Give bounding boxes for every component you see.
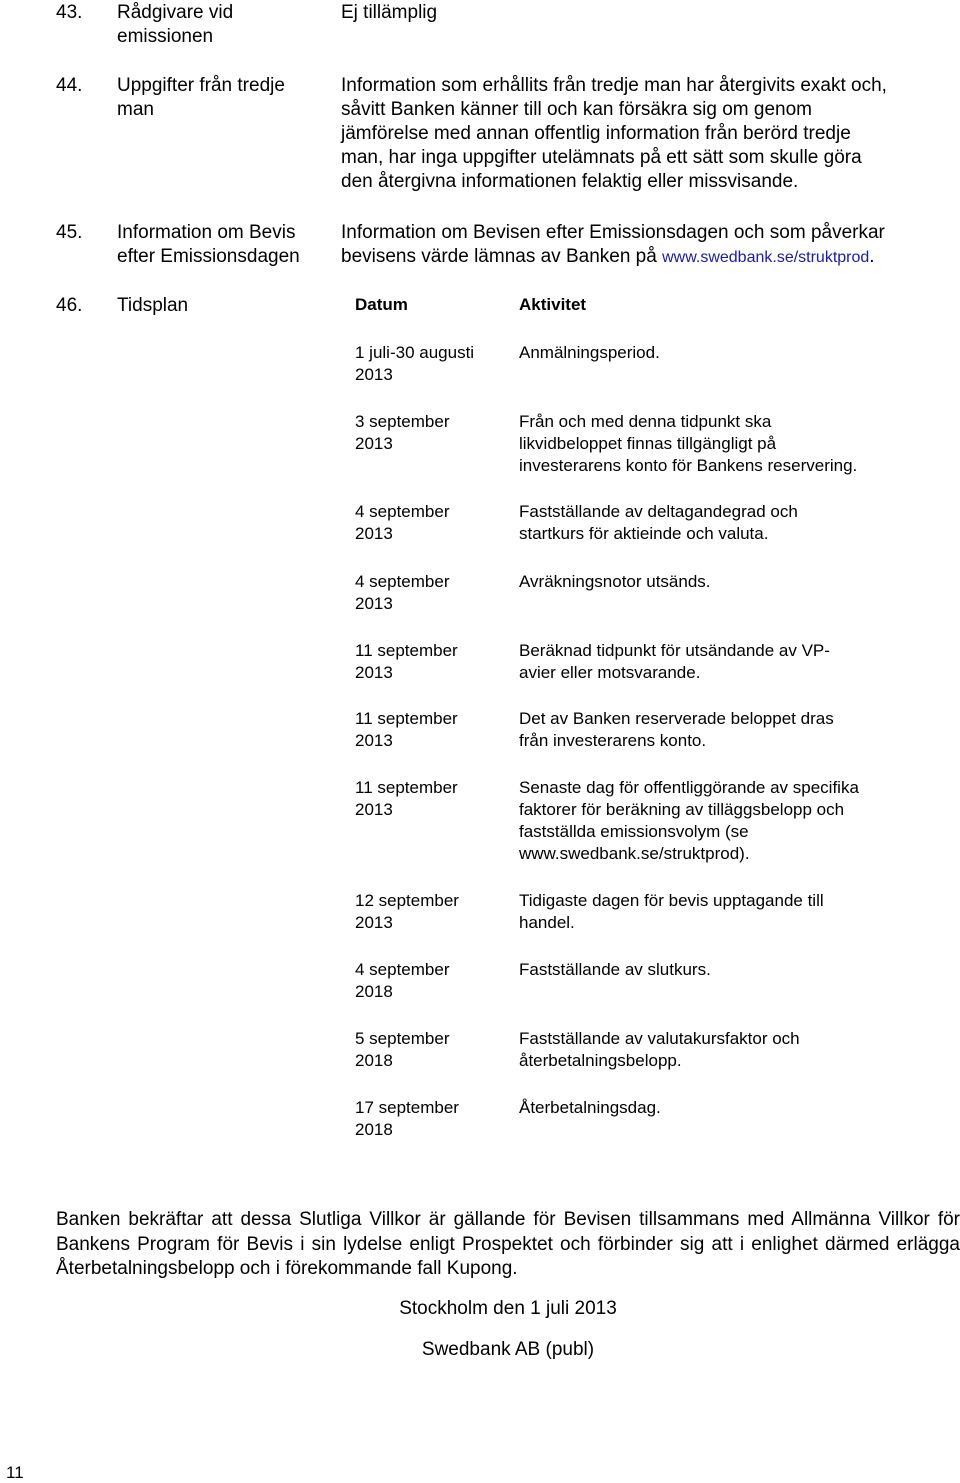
section-label: Tidsplan bbox=[117, 295, 189, 316]
timetable-activity-line: investerarens konto för Bankens reservering. bbox=[519, 456, 858, 475]
section-number: 45. bbox=[56, 222, 83, 243]
timetable-date bbox=[355, 1097, 505, 1141]
timetable-activity bbox=[519, 1097, 919, 1119]
timetable-date-line: 4 september bbox=[355, 572, 450, 591]
timetable-date-line: 2013 bbox=[355, 731, 393, 750]
section-label-line: efter Emissionsdagen bbox=[117, 246, 300, 267]
timetable-activity-line: Tidigaste dagen för bevis upptagande till bbox=[519, 891, 824, 910]
timetable-date-line: 2013 bbox=[355, 524, 393, 543]
timetable-date bbox=[355, 708, 505, 752]
place-date: Stockholm den 1 juli 2013 bbox=[399, 1298, 617, 1319]
timetable-activity bbox=[519, 342, 919, 364]
section-content-line: jämförelse med annan offentlig information från berörd tredje bbox=[341, 123, 851, 144]
timetable-date-line: 5 september bbox=[355, 1029, 450, 1048]
timetable-date-line: 3 september bbox=[355, 412, 450, 431]
section-label-line: Uppgifter från tredje bbox=[117, 75, 285, 96]
section-content-line bbox=[341, 245, 956, 270]
timetable-date bbox=[355, 890, 505, 934]
timetable-activity-line: Fastställande av slutkurs. bbox=[519, 960, 711, 979]
timetable-date-line: 11 september bbox=[355, 641, 458, 660]
section-content-line: såvitt Banken känner till och kan försäkra sig om genom bbox=[341, 99, 813, 120]
section-label bbox=[117, 221, 332, 269]
timetable-activity-line: Beräknad tidpunkt för utsändande av VP- bbox=[519, 641, 830, 660]
timetable-activity-line: Det av Banken reserverade beloppet dras bbox=[519, 709, 834, 728]
timetable-date-line: 1 juli-30 augusti bbox=[355, 343, 475, 362]
timetable-activity-line: startkurs för aktieinde och valuta. bbox=[519, 524, 769, 543]
timetable-date bbox=[355, 342, 505, 386]
signatory: Swedbank AB (publ) bbox=[421, 1339, 595, 1360]
timetable-activity-line: Avräkningsnotor utsänds. bbox=[519, 572, 711, 591]
timetable-activity bbox=[519, 777, 919, 865]
timetable-activity bbox=[519, 501, 919, 545]
section-number: 43. bbox=[56, 2, 83, 23]
section-label bbox=[117, 74, 332, 122]
section-number: 44. bbox=[56, 75, 83, 96]
timetable-date-line: 2013 bbox=[355, 365, 393, 384]
timetable-date bbox=[355, 640, 505, 684]
timetable-date-line: 17 september bbox=[355, 1098, 459, 1117]
timetable-date bbox=[355, 959, 505, 1003]
section-content-text: bevisens värde lämnas av Banken på bbox=[341, 246, 663, 267]
timetable-date bbox=[355, 571, 505, 615]
section-label-line: emissionen bbox=[117, 26, 214, 47]
section-content bbox=[341, 1, 956, 25]
timetable-date-line: 2013 bbox=[355, 594, 393, 613]
section-content-line: den återgivna informationen felaktig eller missvisande. bbox=[341, 171, 799, 192]
section-content bbox=[341, 221, 956, 270]
timetable-activity bbox=[519, 571, 919, 593]
closing-statement: Banken bekräftar att dessa Slutliga Villkor är gällande för Bevisen tillsammans med Allmänna Villkor för Bankens Program för Bevis i sin lydelse enligt Prospektet och förbinder sig att i enlighet därmed erlägga Återbetalningsbelopp och i förekommande fall Kupong. bbox=[56, 1209, 960, 1279]
timetable-date-line: 11 september bbox=[355, 778, 458, 797]
timetable-date bbox=[355, 1028, 505, 1072]
timetable-header-activity: Aktivitet bbox=[519, 295, 587, 314]
struktprod-link[interactable]: www.swedbank.se/struktprod bbox=[662, 249, 870, 266]
timetable-date-line: 2013 bbox=[355, 663, 393, 682]
section-label-line: Information om Bevis bbox=[117, 222, 296, 243]
timetable-activity-line: Anmälningsperiod. bbox=[519, 343, 660, 362]
timetable-date bbox=[355, 501, 505, 545]
timetable-activity-line: Fastställande av deltagandegrad och bbox=[519, 502, 798, 521]
timetable-activity bbox=[519, 411, 919, 477]
timetable-date-line: 4 september bbox=[355, 502, 450, 521]
timetable-activity-line: Fastställande av valutakursfaktor och bbox=[519, 1029, 800, 1048]
timetable-activity-line: från investerarens konto. bbox=[519, 731, 707, 750]
timetable-date-line: 2013 bbox=[355, 913, 393, 932]
timetable-activity-line: Från och med denna tidpunkt ska bbox=[519, 412, 772, 431]
timetable-activity bbox=[519, 890, 919, 934]
section-content-line: Ej tillämplig bbox=[341, 2, 438, 23]
timetable-activity bbox=[519, 708, 919, 752]
timetable-activity-line: återbetalningsbelopp. bbox=[519, 1051, 682, 1070]
timetable-activity bbox=[519, 640, 919, 684]
section-content-line: Information om Bevisen efter Emissionsdagen och som påverkar bbox=[341, 222, 885, 243]
timetable-header-date: Datum bbox=[355, 295, 408, 314]
page-number: 11 bbox=[6, 1463, 24, 1482]
section-content-line: man, har inga uppgifter utelämnats på ett sätt som skulle göra bbox=[341, 147, 862, 168]
timetable-date bbox=[355, 777, 505, 821]
timetable-date-line: 2018 bbox=[355, 1051, 393, 1070]
timetable-date-line: 11 september bbox=[355, 709, 458, 728]
section-label bbox=[117, 1, 332, 49]
timetable-activity-line: fastställda emissionsvolym (se bbox=[519, 822, 749, 841]
section-number: 46. bbox=[56, 295, 83, 316]
timetable-date-line: 4 september bbox=[355, 960, 450, 979]
timetable-date-line: 12 september bbox=[355, 891, 459, 910]
timetable-date-line: 2013 bbox=[355, 800, 393, 819]
section-label-line: Rådgivare vid bbox=[117, 2, 234, 23]
timetable-activity-line: Återbetalningsdag. bbox=[519, 1098, 661, 1117]
section-content-text: . bbox=[869, 246, 875, 267]
timetable-activity-line: Senaste dag för offentliggörande av specifika bbox=[519, 778, 859, 797]
timetable-activity-line: likvidbeloppet finnas tillgängligt på bbox=[519, 434, 777, 453]
timetable-activity-line: avier eller motsvarande. bbox=[519, 663, 701, 682]
timetable-activity bbox=[519, 1028, 919, 1072]
timetable-activity-line: www.swedbank.se/struktprod). bbox=[519, 844, 750, 863]
section-label-line: man bbox=[117, 99, 154, 120]
timetable-date-line: 2018 bbox=[355, 1120, 393, 1139]
section-content-line: Information som erhållits från tredje man har återgivits exakt och, bbox=[341, 75, 887, 96]
timetable-date-line: 2018 bbox=[355, 982, 393, 1001]
timetable-date bbox=[355, 411, 505, 455]
timetable-activity-line: handel. bbox=[519, 913, 575, 932]
timetable-activity-line: faktorer för beräkning av tilläggsbelopp och bbox=[519, 800, 845, 819]
timetable-activity bbox=[519, 959, 919, 981]
section-content bbox=[341, 74, 956, 194]
timetable-date-line: 2013 bbox=[355, 434, 393, 453]
